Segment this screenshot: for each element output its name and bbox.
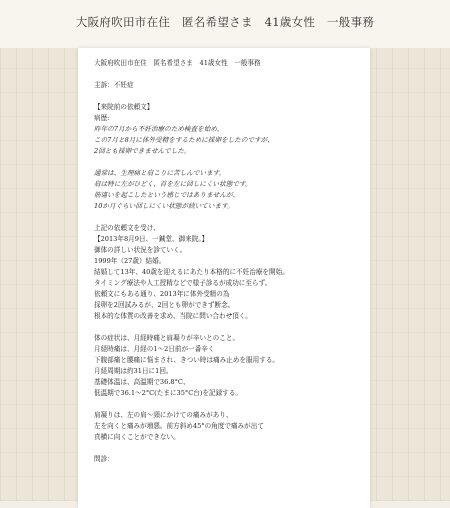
- text-line: 10か月ぐらい回しにくい状態が続いています。: [94, 202, 234, 210]
- text-line: 月経周期は約31日に1回。: [94, 367, 173, 375]
- background-texture-left: [0, 40, 90, 501]
- text-line: 基礎体温は、高温期で36.8°C、: [94, 378, 190, 386]
- text-line: 通常は、生理痛と肩こりに苦しんでいます。: [94, 169, 226, 177]
- text-line: 【2013年8月9日、一鍼堂、御来院。】: [94, 235, 209, 243]
- text-line: 真横に向くことができない。: [94, 433, 180, 441]
- text-line: 肩は特に左がひどく、首を左に回しにくい状態です。: [94, 180, 252, 188]
- complaint-line: 主訴：不妊症: [94, 81, 134, 89]
- text-line: 1999年（27歳）結婚。: [94, 257, 166, 265]
- text-line: 御体の詳しい状況を診ていく。: [94, 246, 187, 254]
- text-line: タイミング療法や人工授精などで様子診るが成功に至らず。: [94, 279, 272, 287]
- text-line: 上記の依頼文を受け、: [94, 224, 160, 232]
- text-line: 月経時痛は、月経の1〜2日前が一番辛く: [94, 345, 215, 353]
- text-line: この7月と8月に体外受精をするために採卵をしたのですが、: [94, 136, 274, 144]
- text-line: 根本的な体質の改善を求め、当院に問い合わせ頂く。: [94, 312, 252, 320]
- text-line: 筋違いを起こしたという感じではありませんが、: [94, 191, 240, 199]
- text-line: 採卵を2回試みるが、2回とも卵ができず断念。: [94, 301, 235, 309]
- article-card: [78, 48, 370, 508]
- text-line: 下腹部痛と腰痛に悩まされ、きつい時は痛み止めを服用する。: [94, 356, 280, 364]
- text-line: 肩凝りは、左の肩〜頸にかけての痛みがあり、: [94, 411, 233, 419]
- section-title: 【来院前の依頼文】: [94, 103, 154, 111]
- history-label: 病歴:: [94, 114, 110, 122]
- text-line: 左を向くと痛みが増悪。前方斜め45°の角度で痛みが出て: [94, 422, 264, 430]
- page-title: 大阪府吹田市在住 匿名希望さま 41歳女性 一般事務: [75, 15, 375, 29]
- text-line: 昨年の7月から不妊治療のため検査を始め、: [94, 125, 224, 133]
- intro-line: 大阪府吹田市在住 匿名希望さま 41歳女性 一般事務: [94, 59, 261, 67]
- text-line: 2回とも採卵できませんでした。: [94, 147, 191, 155]
- text-line: 体の症状は、月経時痛と肩凝りが辛いとのこと。: [94, 334, 240, 342]
- text-line: 結婚して13年、40歳を迎えるにあたり本格的に不妊治療を開始。: [94, 268, 289, 276]
- page-header: [0, 0, 450, 48]
- text-line: 低温期で36.1〜2°C(たまに35°C台)を記録する。: [94, 389, 243, 397]
- inquiry-label: 問診：: [94, 455, 114, 463]
- text-line: 依頼文にもある通り、2013年に体外受精の為: [94, 290, 230, 298]
- background-texture-right: [360, 40, 450, 501]
